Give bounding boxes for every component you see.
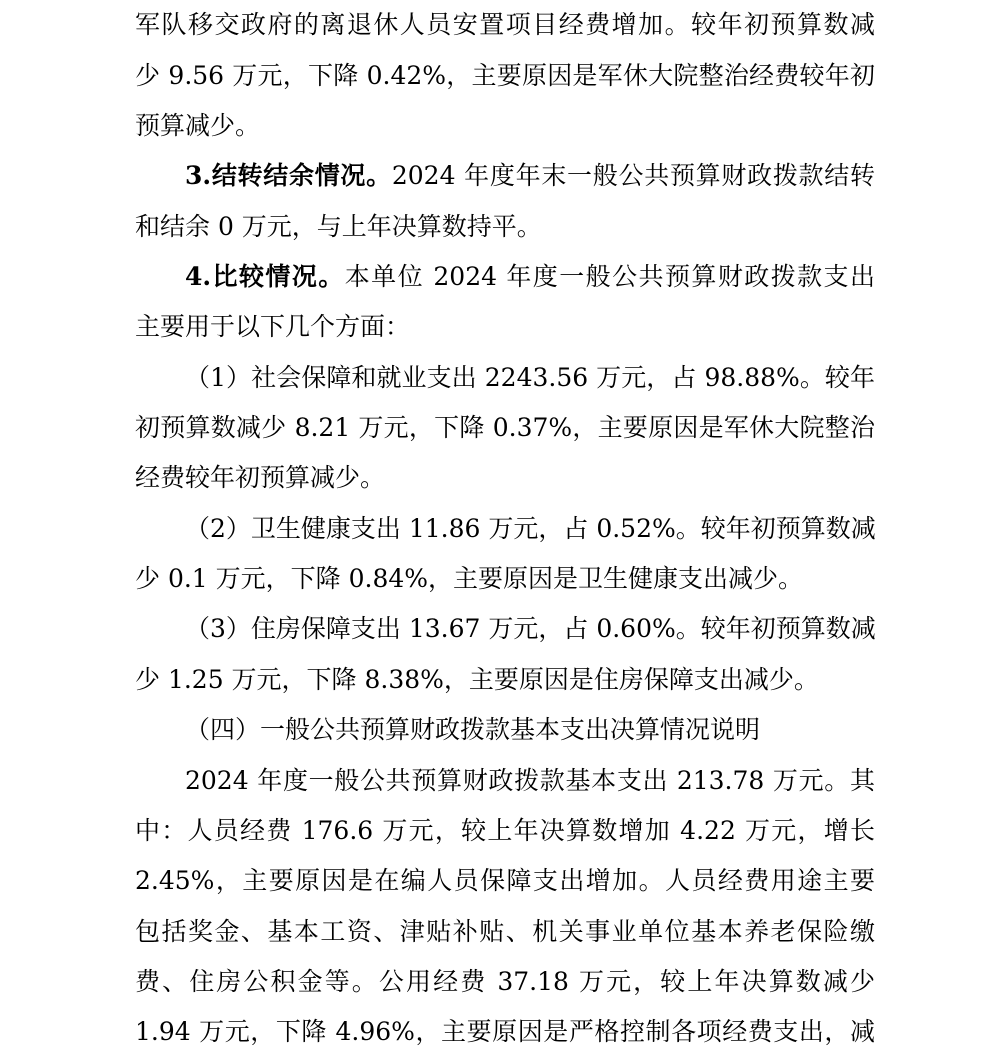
paragraph-line: 少 1.25 万元，下降 8.38%，主要原因是住房保障支出减少。 (135, 665, 819, 694)
paragraph-line: 1.94 万元，下降 4.96%，主要原因是严格控制各项经费支出，减 (135, 1017, 875, 1046)
paragraph-text: 2024 年度年末一般公共预算财政拨款结转 (391, 161, 875, 190)
section-heading-carryover: 3.结转结余情况。 (185, 161, 392, 190)
paragraph-line: 2024 年度一般公共预算财政拨款基本支出 213.78 万元。其 (185, 766, 875, 795)
section-carryover-paragraph (185, 161, 875, 191)
paragraph-line: 经费较年初预算减少。 (135, 463, 386, 492)
paragraph-line: 包括奖金、基本工资、津贴补贴、机关事业单位基本养老保险缴 (135, 917, 875, 946)
paragraph-line: 中：人员经费 176.6 万元，较上年决算数增加 4.22 万元，增长 (135, 816, 875, 845)
section-heading-basic-expenditure: （四）一般公共预算财政拨款基本支出决算情况说明 (185, 715, 761, 744)
paragraph-line: 少 0.1 万元，下降 0.84%，主要原因是卫生健康支出减少。 (135, 564, 804, 593)
paragraph-line: 费、住房公积金等。公用经费 37.18 万元，较上年决算数减少 (135, 967, 875, 996)
section-comparison-paragraph (185, 262, 875, 292)
paragraph-text: 本单位 2024 年度一般公共预算财政拨款支出 (344, 262, 875, 291)
paragraph-line: （3）住房保障支出 13.67 万元，占 0.60%。较年初预算数减 (185, 614, 876, 643)
paragraph-line: 初预算数减少 8.21 万元，下降 0.37%，主要原因是军休大院整治 (135, 413, 875, 442)
paragraph-line: 2.45%，主要原因是在编人员保障支出增加。人员经费用途主要 (135, 866, 875, 895)
paragraph-line: 预算减少。 (135, 111, 261, 140)
paragraph-line: （2）卫生健康支出 11.86 万元，占 0.52%。较年初预算数减 (185, 514, 876, 543)
paragraph-line: 和结余 0 万元，与上年决算数持平。 (135, 212, 542, 241)
paragraph-line: 少 9.56 万元，下降 0.42%，主要原因是军休大院整治经费较年初 (135, 61, 875, 90)
paragraph-line: （1）社会保障和就业支出 2243.56 万元，占 98.88%。较年 (185, 363, 875, 392)
paragraph-line: 军队移交政府的离退休人员安置项目经费增加。较年初预算数减 (135, 10, 875, 39)
section-heading-comparison: 4.比较情况。 (185, 262, 345, 291)
paragraph-line: 主要用于以下几个方面： (135, 312, 411, 341)
